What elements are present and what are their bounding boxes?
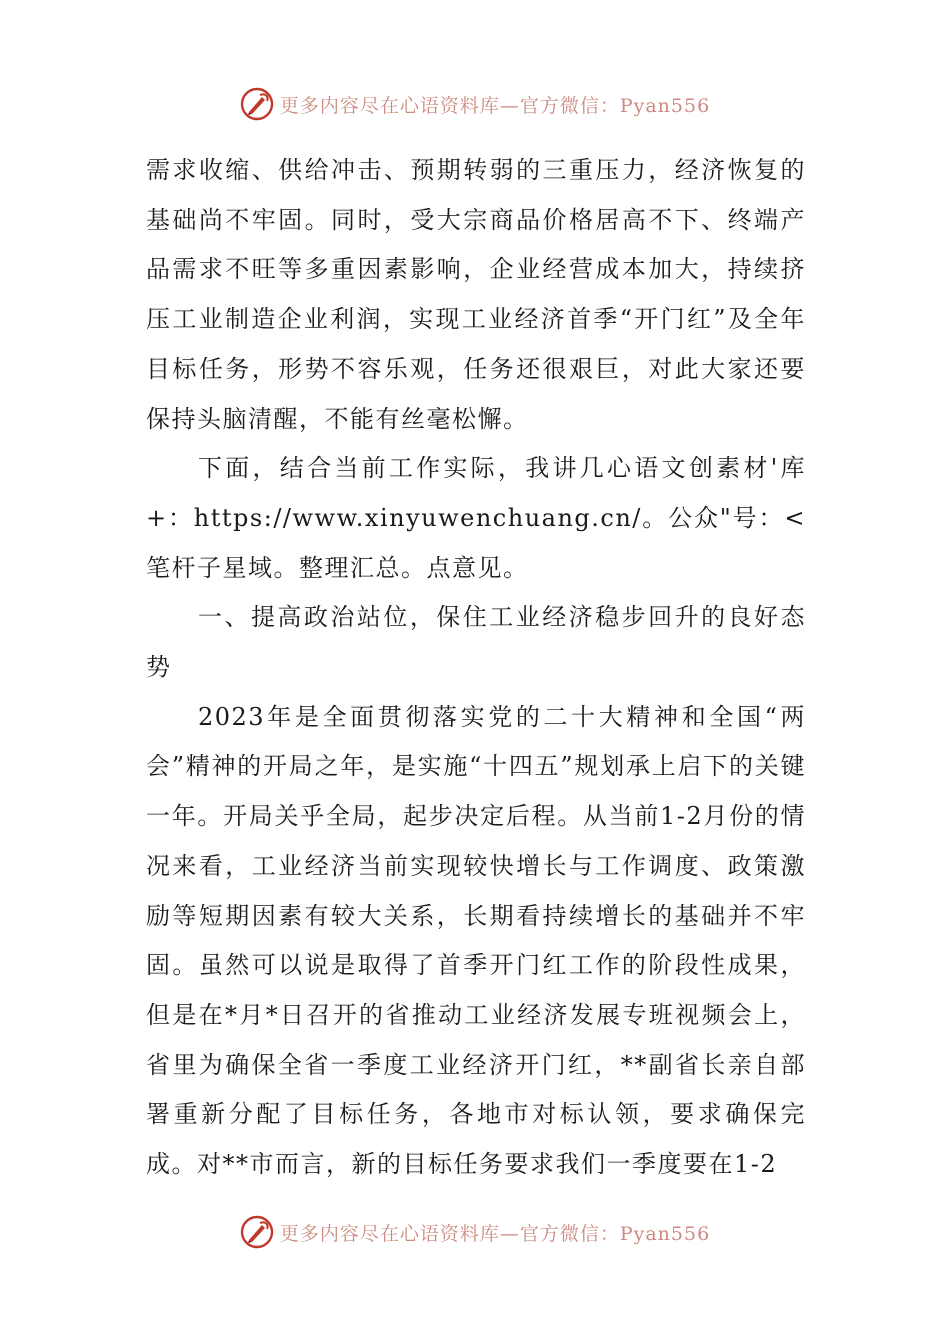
paragraph-2: 下面，结合当前工作实际，我讲几心语文创素材'库+：https://www.xinyuwenchuang.cn/。公众"号：<笔杆子星域。整理汇总。点意见。 bbox=[146, 454, 806, 582]
document-body bbox=[146, 146, 806, 1190]
header-banner-text: 更多内容尽在心语资料库—官方微信：Pyan556 bbox=[279, 94, 711, 117]
pen-logo-icon bbox=[240, 1215, 274, 1249]
footer-banner bbox=[0, 1212, 950, 1252]
paragraph-1: 需求收缩、供给冲击、预期转弱的三重压力，经济恢复的基础尚不牢固。同时，受大宗商品价格居高不下、终端产品需求不旺等多重因素影响，企业经营成本加大，持续挤压工业制造企业利润，实现工业经济首季“开门红”及全年目标任务，形势不容乐观，任务还很艰巨，对此大家还要保持头脑清醒，不能有丝毫松懈。 bbox=[146, 156, 806, 433]
header-banner bbox=[0, 84, 950, 124]
paragraph-3: 2023年是全面贯彻落实党的二十大精神和全国“两会”精神的开局之年，是实施“十四五”规划承上启下的关键一年。开局关乎全局，起步决定后程。从当前1-2月份的情况来看，工业经济当前实现较快增长与工作调度、政策激励等短期因素有较大关系，长期看持续增长的基础并不牢固。虽然可以说是取得了首季开门红工作的阶段性成果，但是在*月*日召开的省推动工业经济发展专班视频会上，省里为确保全省一季度工业经济开门红，**副省长亲自部署重新分配了目标任务，各地市对标认领，要求确保完成。对**市而言，新的目标任务要求我们一季度要在1-2 bbox=[146, 702, 806, 1179]
footer-banner-text: 更多内容尽在心语资料库—官方微信：Pyan556 bbox=[279, 1222, 711, 1245]
section-heading-1: 一、提高政治站位，保住工业经济稳步回升的良好态势 bbox=[146, 603, 806, 682]
pen-logo-icon bbox=[240, 87, 274, 121]
